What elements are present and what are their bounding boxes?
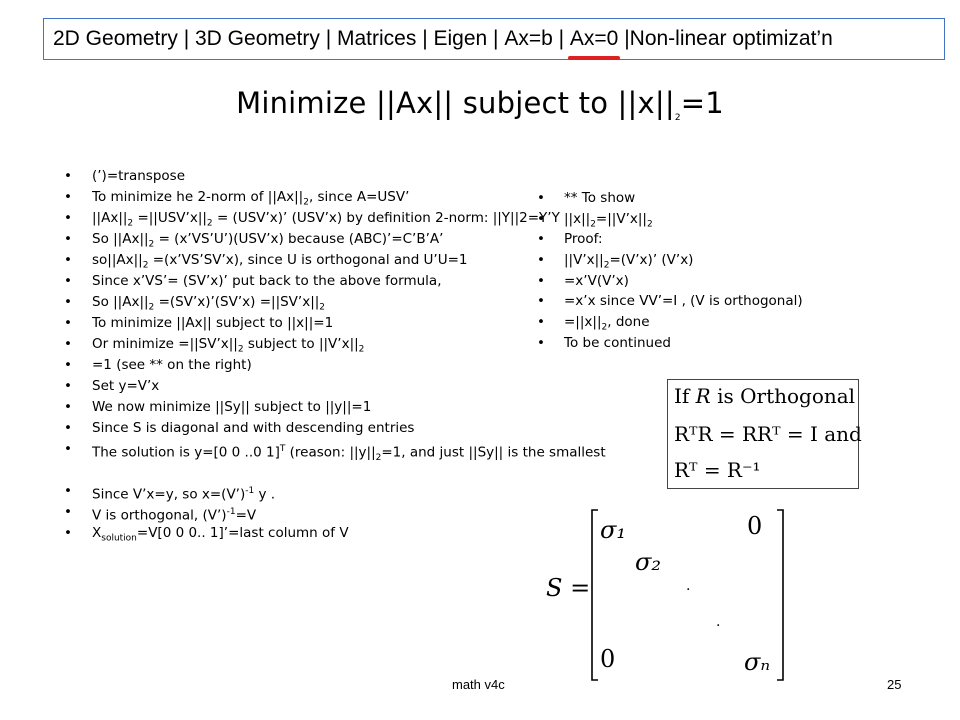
nav-eigen[interactable]: Eigen [433, 27, 488, 50]
sigma-1: σ₁ [600, 516, 627, 544]
list-item: • $||V’x||_2=(V’x)$’ (V’x) [537, 250, 803, 271]
list-item: • $so||Ax||_2$ =(x’VS’SV’x), since U is orthogonal and U’U=1 [64, 250, 606, 271]
orthogonal-line-2: RᵀR = RRᵀ = I and [674, 422, 862, 446]
list-item: • To minimize ||Ax|| subject to ||x||=1 [64, 313, 606, 334]
list-item: • $||Ax||_2$ $=||USV’x||_2$ = (USV’x)’ (USV’x) by definition 2-norm: ||Y||2=Y’Y [64, 208, 606, 229]
slide-title: Minimize ||Ax|| subject to $||x||_2=1$ [236, 86, 724, 123]
list-item: • Set y=V’x [64, 376, 606, 397]
list-item: • So $||Ax||_2$ =(SV’x)’(SV’x) $=||SV’x||_2$ [64, 292, 606, 313]
nav-separator: | [319, 27, 337, 50]
topic-nav-bar [43, 18, 945, 60]
list-item: • =x’V(V’x) [537, 271, 803, 292]
nav-separator: | [487, 27, 505, 50]
proof-bullet-list [537, 188, 803, 354]
list-item: • =1 (see ** on the right) [64, 355, 606, 376]
sigma-n: σₙ [744, 648, 771, 676]
list-item: • Proof: [537, 229, 803, 250]
list-item: • Since V’x=y, so x=(V’)$^{-1}$ y . [64, 481, 606, 502]
zero-bottom-left: 0 [600, 645, 616, 673]
nav-separator: | [416, 27, 434, 50]
list-item: • Or minimize $=||SV’x||_2$ subject to $||V’x||_2$ [64, 334, 606, 355]
page-number: 25 [887, 677, 902, 692]
list-item: • We now minimize ||Sy|| subject to ||y||=1 [64, 397, 606, 418]
list-item: • (’)=transpose [64, 166, 606, 187]
diagonal-matrix-s [540, 500, 790, 685]
nav-ax-equals-b[interactable]: Ax=b [504, 27, 553, 50]
list-item: • V is orthogonal, (V’)$^{-1}$=V [64, 502, 606, 523]
orthogonal-line-1: If R is Orthogonal [674, 384, 856, 408]
list-item: • To be continued [537, 333, 803, 354]
list-item: • So $||Ax||_2$ = (x’VS’U’)(USV’x) because (ABC)’=C’B’A’ [64, 229, 606, 250]
list-item: • Since S is diagonal and with descending entries [64, 418, 606, 439]
nav-separator: | [552, 27, 570, 50]
footer-course: math v4c [452, 677, 505, 692]
nav-matrices[interactable]: Matrices [337, 27, 417, 50]
nav-separator: | [618, 27, 630, 50]
nav-separator: | [177, 27, 195, 50]
list-item: • $=||x||_2$, done [537, 312, 803, 333]
nav-3d-geometry[interactable]: 3D Geometry [195, 27, 320, 50]
list-item: • $X_{solution}=V[0$ 0 0.. 1]’=last column of V [64, 523, 606, 544]
sigma-2: σ₂ [635, 548, 662, 576]
nav-ax-equals-0[interactable]: Ax=0 [569, 27, 619, 50]
list-item: • $||x||_2=||V’x||_2$ [537, 209, 803, 230]
diagonal-dot: . [686, 578, 691, 594]
diagonal-dot: . [716, 614, 721, 630]
list-item: • The solution is y=[0 0 ..0 1]$^T$ (reason: $||y||_2=1$, and just ||Sy|| is the smallest [64, 439, 606, 460]
list-item: • Since x’VS’= (SV’x)’ put back to the above formula, [64, 271, 606, 292]
nav-2d-geometry[interactable]: 2D Geometry [53, 27, 178, 50]
list-item: • ** To show [537, 188, 803, 209]
orthogonal-line-3: Rᵀ = R⁻¹ [674, 458, 761, 482]
list-item: • To minimize he 2-norm of $||Ax||_2$, since A=USV’ [64, 187, 606, 208]
matrix-lhs-label: S = [546, 574, 591, 602]
list-item: • =x’x since VV’=I , (V is orthogonal) [537, 291, 803, 312]
orthogonal-definition-box [667, 379, 862, 489]
list-spacer [64, 460, 606, 481]
zero-top-right: 0 [747, 512, 763, 540]
nav-nonlinear-optimization[interactable]: Non-linear optimizat’n [629, 27, 833, 50]
derivation-bullet-list [64, 166, 606, 544]
